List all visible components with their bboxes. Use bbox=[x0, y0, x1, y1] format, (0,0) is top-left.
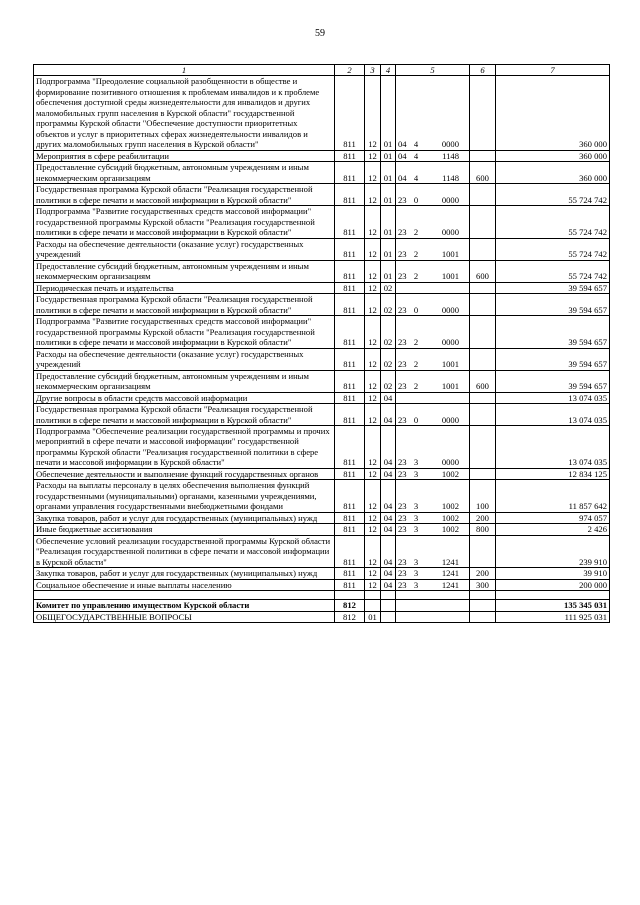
row-target-article bbox=[396, 348, 470, 370]
row-amount: 360 000 bbox=[496, 162, 610, 184]
csr-subprogram: 4 bbox=[413, 139, 419, 150]
row-amount: 974 057 bbox=[496, 512, 610, 523]
row-target-article bbox=[396, 425, 470, 468]
row-ved-code: 811 bbox=[335, 579, 365, 590]
row-subsection-code bbox=[381, 611, 396, 622]
row-expense-type: 800 bbox=[470, 524, 496, 535]
csr-program: 23 bbox=[398, 579, 407, 590]
row-amount: 2 426 bbox=[496, 524, 610, 535]
table-row bbox=[34, 282, 610, 293]
row-section-code: 12 bbox=[365, 162, 381, 184]
row-expense-type: 200 bbox=[470, 568, 496, 579]
row-expense-type bbox=[470, 282, 496, 293]
row-section-code: 12 bbox=[365, 468, 381, 479]
csr-spacer bbox=[421, 469, 431, 479]
csr-spacer bbox=[421, 359, 431, 369]
row-name: Социальное обеспечение и иные выплаты населению bbox=[34, 579, 335, 590]
row-ved-code: 811 bbox=[335, 316, 365, 348]
table-row bbox=[34, 480, 610, 512]
row-ved-code: 811 bbox=[335, 282, 365, 293]
row-target-article bbox=[396, 611, 470, 622]
row-amount: 200 000 bbox=[496, 579, 610, 590]
row-amount: 13 074 035 bbox=[496, 392, 610, 403]
csr-subprogram: 2 bbox=[413, 271, 419, 282]
row-target-article bbox=[396, 579, 470, 590]
csr-spacer bbox=[421, 457, 431, 467]
row-subsection-code: 01 bbox=[381, 184, 396, 206]
row-amount: 111 925 031 bbox=[496, 611, 610, 622]
row-ved-code: 811 bbox=[335, 392, 365, 403]
header-cell: 4 bbox=[381, 65, 396, 76]
csr-spacer bbox=[421, 249, 431, 259]
row-expense-type: 600 bbox=[470, 260, 496, 282]
csr-subprogram: 4 bbox=[413, 172, 419, 183]
csr-direction: 1002 bbox=[441, 524, 459, 535]
row-amount: 55 724 742 bbox=[496, 184, 610, 206]
row-expense-type bbox=[470, 206, 496, 238]
csr-subprogram: 2 bbox=[413, 381, 419, 392]
row-target-article bbox=[396, 316, 470, 348]
csr-program: 23 bbox=[398, 381, 407, 392]
row-target-article bbox=[396, 535, 470, 567]
csr-direction: 0000 bbox=[441, 194, 459, 205]
row-section-code: 12 bbox=[365, 370, 381, 392]
header-cell: 3 bbox=[365, 65, 381, 76]
row-section-code: 12 bbox=[365, 348, 381, 370]
csr-program: 23 bbox=[398, 414, 407, 425]
table-row bbox=[34, 150, 610, 161]
row-expense-type bbox=[470, 348, 496, 370]
row-target-article bbox=[396, 150, 470, 161]
table-row bbox=[34, 468, 610, 479]
csr-spacer bbox=[421, 568, 431, 578]
csr-program: 23 bbox=[398, 359, 407, 370]
csr-direction: 1002 bbox=[441, 512, 459, 523]
row-section-code bbox=[365, 591, 381, 600]
csr-direction: 1241 bbox=[441, 579, 459, 590]
table-row bbox=[34, 294, 610, 316]
row-section-code: 12 bbox=[365, 238, 381, 260]
csr-direction: 1148 bbox=[442, 172, 459, 183]
row-expense-type bbox=[470, 392, 496, 403]
row-amount: 55 724 742 bbox=[496, 238, 610, 260]
row-name: Закупка товаров, работ и услуг для государственных (муниципальных) нужд bbox=[34, 568, 335, 579]
csr-subprogram: 3 bbox=[413, 579, 419, 590]
row-amount: 11 857 642 bbox=[496, 480, 610, 512]
row-target-article bbox=[396, 282, 470, 293]
csr-program: 04 bbox=[398, 139, 407, 150]
row-name: Государственная программа Курской области "Реализация государственной политики в сфере печати и массовой информации в Курской области" bbox=[34, 184, 335, 206]
row-target-article bbox=[396, 238, 470, 260]
row-subsection-code: 02 bbox=[381, 348, 396, 370]
table-body bbox=[34, 76, 610, 623]
csr-program: 23 bbox=[398, 512, 407, 523]
row-section-code: 12 bbox=[365, 512, 381, 523]
row-expense-type bbox=[470, 404, 496, 426]
csr-spacer bbox=[421, 513, 431, 523]
row-name: Государственная программа Курской области "Реализация государственной политики в сфере печати и массовой информации в Курской области" bbox=[34, 294, 335, 316]
row-subsection-code: 02 bbox=[381, 294, 396, 316]
row-subsection-code: 02 bbox=[381, 370, 396, 392]
row-ved-code: 811 bbox=[335, 480, 365, 512]
row-target-article bbox=[396, 468, 470, 479]
table-row bbox=[34, 524, 610, 535]
csr-direction: 0000 bbox=[441, 139, 459, 150]
csr-direction: 0000 bbox=[441, 304, 459, 315]
csr-spacer bbox=[421, 139, 431, 149]
table-row bbox=[34, 600, 610, 611]
row-ved-code: 811 bbox=[335, 184, 365, 206]
csr-direction: 0000 bbox=[441, 227, 459, 238]
csr-spacer bbox=[421, 381, 431, 391]
row-subsection-code: 01 bbox=[381, 150, 396, 161]
row-name: Подпрограмма "Развитие государственных средств массовой информации" государственной программы Курской области "Реализация государственной политики в сфере печати и массовой информации в Курской области" bbox=[34, 206, 335, 238]
row-target-article bbox=[396, 600, 470, 611]
csr-program: 23 bbox=[398, 227, 407, 238]
row-expense-type: 600 bbox=[470, 162, 496, 184]
row-subsection-code: 04 bbox=[381, 480, 396, 512]
table-row bbox=[34, 206, 610, 238]
row-subsection-code: 01 bbox=[381, 162, 396, 184]
row-subsection-code: 04 bbox=[381, 512, 396, 523]
header-cell: 2 bbox=[335, 65, 365, 76]
row-section-code: 12 bbox=[365, 480, 381, 512]
csr-subprogram: 2 bbox=[413, 337, 419, 348]
row-section-code: 12 bbox=[365, 316, 381, 348]
row-ved-code: 811 bbox=[335, 238, 365, 260]
row-ved-code: 811 bbox=[335, 524, 365, 535]
table-row bbox=[34, 316, 610, 348]
row-subsection-code: 04 bbox=[381, 425, 396, 468]
csr-direction: 0000 bbox=[441, 337, 459, 348]
table-row bbox=[34, 512, 610, 523]
row-amount: 360 000 bbox=[496, 150, 610, 161]
row-section-code: 12 bbox=[365, 568, 381, 579]
row-subsection-code: 04 bbox=[381, 392, 396, 403]
row-subsection-code: 04 bbox=[381, 468, 396, 479]
csr-spacer bbox=[421, 173, 431, 183]
row-subsection-code bbox=[381, 600, 396, 611]
table-row bbox=[34, 238, 610, 260]
csr-subprogram: 0 bbox=[413, 414, 419, 425]
csr-direction: 1002 bbox=[441, 468, 459, 479]
row-target-article bbox=[396, 392, 470, 403]
row-name: Расходы на обеспечение деятельности (оказание услуг) государственных учреждений bbox=[34, 238, 335, 260]
row-name: Комитет по управлению имуществом Курской области bbox=[34, 600, 335, 611]
page-number: 59 bbox=[315, 28, 325, 39]
row-target-article bbox=[396, 184, 470, 206]
row-target-article bbox=[396, 591, 470, 600]
row-expense-type: 200 bbox=[470, 512, 496, 523]
row-ved-code: 812 bbox=[335, 611, 365, 622]
row-section-code: 12 bbox=[365, 535, 381, 567]
row-subsection-code: 04 bbox=[381, 535, 396, 567]
row-subsection-code: 02 bbox=[381, 282, 396, 293]
csr-spacer bbox=[421, 305, 431, 315]
csr-direction: 1241 bbox=[441, 568, 459, 579]
row-name: Мероприятия в сфере реабилитации bbox=[34, 150, 335, 161]
row-section-code: 12 bbox=[365, 524, 381, 535]
csr-subprogram: 2 bbox=[413, 227, 419, 238]
row-target-article bbox=[396, 512, 470, 523]
row-amount: 239 910 bbox=[496, 535, 610, 567]
row-amount: 360 000 bbox=[496, 76, 610, 150]
table-row bbox=[34, 568, 610, 579]
csr-direction: 0000 bbox=[441, 414, 459, 425]
csr-program: 23 bbox=[398, 271, 407, 282]
row-target-article bbox=[396, 480, 470, 512]
csr-program: 23 bbox=[398, 501, 407, 512]
csr-spacer bbox=[421, 151, 431, 161]
table-row bbox=[34, 425, 610, 468]
row-amount: 39 594 657 bbox=[496, 294, 610, 316]
row-ved-code: 811 bbox=[335, 425, 365, 468]
row-section-code bbox=[365, 600, 381, 611]
csr-direction: 1148 bbox=[442, 150, 459, 161]
row-subsection-code: 01 bbox=[381, 206, 396, 238]
row-subsection-code: 01 bbox=[381, 76, 396, 150]
row-name: Предоставление субсидий бюджетным, автономным учреждениям и иным некоммерческим организациям bbox=[34, 370, 335, 392]
row-expense-type: 300 bbox=[470, 579, 496, 590]
csr-spacer bbox=[421, 271, 431, 281]
row-amount: 39 594 657 bbox=[496, 316, 610, 348]
row-name: Закупка товаров, работ и услуг для государственных (муниципальных) нужд bbox=[34, 512, 335, 523]
csr-program: 23 bbox=[398, 194, 407, 205]
table-row bbox=[34, 535, 610, 567]
row-ved-code: 811 bbox=[335, 150, 365, 161]
row-name: Другие вопросы в области средств массовой информации bbox=[34, 392, 335, 403]
row-section-code: 12 bbox=[365, 579, 381, 590]
csr-spacer bbox=[421, 337, 431, 347]
csr-program: 23 bbox=[398, 468, 407, 479]
header-row bbox=[34, 65, 610, 76]
row-expense-type bbox=[470, 76, 496, 150]
csr-direction: 1001 bbox=[441, 271, 459, 282]
row-ved-code: 811 bbox=[335, 76, 365, 150]
row-section-code: 12 bbox=[365, 184, 381, 206]
row-amount: 39 594 657 bbox=[496, 370, 610, 392]
row-ved-code: 811 bbox=[335, 348, 365, 370]
csr-direction: 1241 bbox=[441, 556, 459, 567]
csr-subprogram: 3 bbox=[413, 501, 419, 512]
csr-subprogram: 3 bbox=[413, 468, 419, 479]
row-target-article bbox=[396, 260, 470, 282]
row-name: Предоставление субсидий бюджетным, автономным учреждениям и иным некоммерческим организациям bbox=[34, 260, 335, 282]
row-target-article bbox=[396, 404, 470, 426]
row-section-code: 12 bbox=[365, 206, 381, 238]
csr-spacer bbox=[421, 227, 431, 237]
table-row bbox=[34, 184, 610, 206]
row-amount: 55 724 742 bbox=[496, 260, 610, 282]
csr-subprogram: 3 bbox=[413, 512, 419, 523]
table-row bbox=[34, 348, 610, 370]
row-ved-code bbox=[335, 591, 365, 600]
row-section-code: 12 bbox=[365, 294, 381, 316]
csr-direction: 1001 bbox=[441, 359, 459, 370]
row-ved-code: 811 bbox=[335, 512, 365, 523]
row-target-article bbox=[396, 206, 470, 238]
row-name: Обеспечение деятельности и выполнение функций государственных органов bbox=[34, 468, 335, 479]
row-amount: 55 724 742 bbox=[496, 206, 610, 238]
csr-subprogram: 3 bbox=[413, 457, 419, 468]
table-row bbox=[34, 579, 610, 590]
row-name: Иные бюджетные ассигнования bbox=[34, 524, 335, 535]
row-ved-code: 811 bbox=[335, 162, 365, 184]
row-name: Предоставление субсидий бюджетным, автономным учреждениям и иным некоммерческим организациям bbox=[34, 162, 335, 184]
table-row bbox=[34, 404, 610, 426]
row-name: Обеспечение условий реализации государственной программы Курской области "Реализация государственной политики в сфере печати и массовой информации в Курской области" bbox=[34, 535, 335, 567]
csr-spacer bbox=[421, 501, 431, 511]
csr-program: 23 bbox=[398, 457, 407, 468]
csr-direction: 1002 bbox=[441, 501, 459, 512]
row-expense-type bbox=[470, 150, 496, 161]
row-target-article bbox=[396, 294, 470, 316]
row-name: ОБЩЕГОСУДАРСТВЕННЫЕ ВОПРОСЫ bbox=[34, 611, 335, 622]
header-cell: 7 bbox=[496, 65, 610, 76]
table-row bbox=[34, 591, 610, 600]
row-ved-code: 811 bbox=[335, 370, 365, 392]
csr-subprogram: 3 bbox=[413, 524, 419, 535]
csr-spacer bbox=[421, 195, 431, 205]
row-section-code: 12 bbox=[365, 282, 381, 293]
row-section-code: 12 bbox=[365, 260, 381, 282]
row-expense-type bbox=[470, 468, 496, 479]
csr-program: 04 bbox=[398, 172, 407, 183]
csr-direction: 1001 bbox=[441, 381, 459, 392]
row-target-article bbox=[396, 568, 470, 579]
row-expense-type bbox=[470, 600, 496, 611]
row-target-article bbox=[396, 370, 470, 392]
header-cell: 1 bbox=[34, 65, 335, 76]
row-ved-code: 811 bbox=[335, 260, 365, 282]
row-target-article bbox=[396, 524, 470, 535]
row-expense-type bbox=[470, 316, 496, 348]
csr-program: 23 bbox=[398, 337, 407, 348]
csr-program: 23 bbox=[398, 568, 407, 579]
budget-table bbox=[33, 64, 610, 623]
row-subsection-code: 04 bbox=[381, 579, 396, 590]
csr-spacer bbox=[421, 524, 431, 534]
row-section-code: 12 bbox=[365, 76, 381, 150]
csr-subprogram: 2 bbox=[413, 359, 419, 370]
row-ved-code: 811 bbox=[335, 206, 365, 238]
csr-spacer bbox=[421, 580, 431, 590]
csr-program: 23 bbox=[398, 249, 407, 260]
csr-subprogram: 3 bbox=[413, 568, 419, 579]
row-amount: 12 834 125 bbox=[496, 468, 610, 479]
row-name bbox=[34, 591, 335, 600]
row-subsection-code: 01 bbox=[381, 238, 396, 260]
table-row bbox=[34, 76, 610, 150]
row-section-code: 01 bbox=[365, 611, 381, 622]
row-amount: 39 910 bbox=[496, 568, 610, 579]
row-section-code: 12 bbox=[365, 392, 381, 403]
csr-spacer bbox=[421, 415, 431, 425]
row-expense-type bbox=[470, 535, 496, 567]
row-expense-type bbox=[470, 184, 496, 206]
row-subsection-code bbox=[381, 591, 396, 600]
row-ved-code: 811 bbox=[335, 294, 365, 316]
row-name: Периодическая печать и издательства bbox=[34, 282, 335, 293]
csr-program: 23 bbox=[398, 304, 407, 315]
row-subsection-code: 04 bbox=[381, 568, 396, 579]
row-expense-type bbox=[470, 238, 496, 260]
row-section-code: 12 bbox=[365, 425, 381, 468]
row-target-article bbox=[396, 162, 470, 184]
row-name: Расходы на выплаты персоналу в целях обеспечения выполнения функций государственными (муниципальными) органами, казенными учреждениями, органами управления государственными внебюджетными фондами bbox=[34, 480, 335, 512]
csr-program: 23 bbox=[398, 524, 407, 535]
row-name: Подпрограмма "Преодоление социальной разобщенности в обществе и формирование позитивного отношения к проблемам инвалидов и к проблеме обеспечения доступной среды жизнедеятельности для инвалидов и других маломобильных групп населения в Курской области" государственной программы Курской области "Обеспечение доступности приоритетных объектов и услуг в приоритетных сферах жизнедеятельности инвалидов и других маломобильных групп населения в Курской области" bbox=[34, 76, 335, 150]
table-row bbox=[34, 392, 610, 403]
csr-subprogram: 2 bbox=[413, 249, 419, 260]
row-name: Государственная программа Курской области "Реализация государственной политики в сфере печати и массовой информации в Курской области" bbox=[34, 404, 335, 426]
row-amount: 39 594 657 bbox=[496, 348, 610, 370]
row-ved-code: 811 bbox=[335, 404, 365, 426]
csr-subprogram: 0 bbox=[413, 194, 419, 205]
row-expense-type bbox=[470, 294, 496, 316]
row-section-code: 12 bbox=[365, 150, 381, 161]
csr-spacer bbox=[421, 557, 431, 567]
table-row bbox=[34, 611, 610, 622]
csr-program: 04 bbox=[398, 150, 407, 161]
row-expense-type: 100 bbox=[470, 480, 496, 512]
header-cell: 6 bbox=[470, 65, 496, 76]
row-expense-type: 600 bbox=[470, 370, 496, 392]
row-name: Подпрограмма "Обеспечение реализации государственной программы и прочих мероприятий в сфере печати и массовой информации" государственной программы Курской области "Реализация государственной политики в сфере печати и массовой информации в Курской области" bbox=[34, 425, 335, 468]
row-amount: 135 345 031 bbox=[496, 600, 610, 611]
row-ved-code: 811 bbox=[335, 535, 365, 567]
row-amount: 13 074 035 bbox=[496, 425, 610, 468]
row-section-code: 12 bbox=[365, 404, 381, 426]
row-ved-code: 811 bbox=[335, 568, 365, 579]
row-ved-code: 812 bbox=[335, 600, 365, 611]
csr-subprogram: 4 bbox=[413, 150, 419, 161]
table-row bbox=[34, 162, 610, 184]
row-expense-type bbox=[470, 591, 496, 600]
row-target-article bbox=[396, 76, 470, 150]
table-row bbox=[34, 260, 610, 282]
row-expense-type bbox=[470, 611, 496, 622]
header-cell: 5 bbox=[396, 65, 470, 76]
row-ved-code: 811 bbox=[335, 468, 365, 479]
row-subsection-code: 04 bbox=[381, 404, 396, 426]
csr-subprogram: 3 bbox=[413, 556, 419, 567]
row-expense-type bbox=[470, 425, 496, 468]
row-subsection-code: 02 bbox=[381, 316, 396, 348]
row-subsection-code: 04 bbox=[381, 524, 396, 535]
csr-subprogram: 0 bbox=[413, 304, 419, 315]
csr-direction: 1001 bbox=[441, 249, 459, 260]
row-amount: 39 594 657 bbox=[496, 282, 610, 293]
table-row bbox=[34, 370, 610, 392]
row-subsection-code: 01 bbox=[381, 260, 396, 282]
row-name: Подпрограмма "Развитие государственных средств массовой информации" государственной программы Курской области "Реализация государственной политики в сфере печати и массовой информации в Курской области" bbox=[34, 316, 335, 348]
csr-program: 23 bbox=[398, 556, 407, 567]
row-amount bbox=[496, 591, 610, 600]
csr-direction: 0000 bbox=[441, 457, 459, 468]
row-amount: 13 074 035 bbox=[496, 404, 610, 426]
row-name: Расходы на обеспечение деятельности (оказание услуг) государственных учреждений bbox=[34, 348, 335, 370]
